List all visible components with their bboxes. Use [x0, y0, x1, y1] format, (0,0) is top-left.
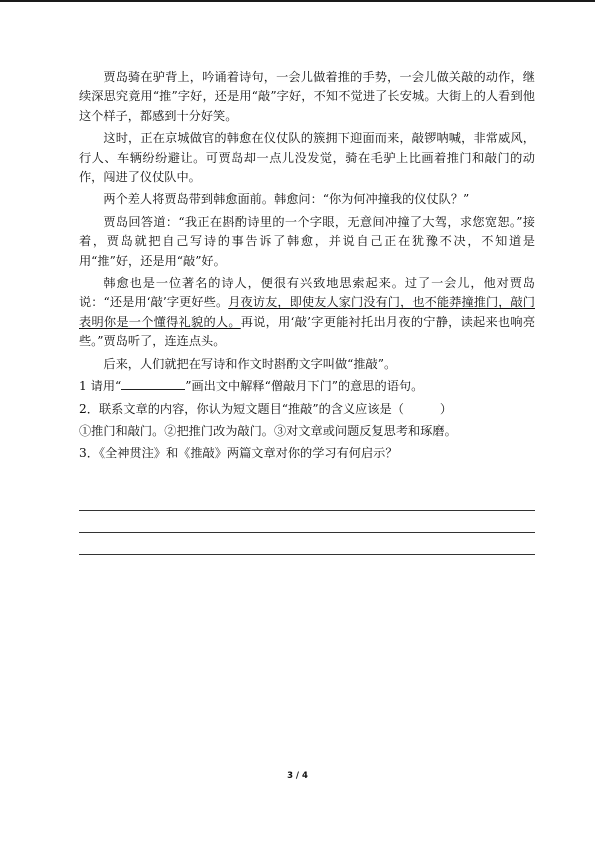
question-1-start: 1 请用“ [79, 379, 122, 394]
paragraph-3: 两个差人将贾岛带到韩愈面前。韩愈问：“你为何冲撞我的仪仗队？” [103, 192, 470, 207]
page-number: 3 / 4 [287, 771, 308, 781]
question-2-end: ） [439, 401, 453, 416]
question-3: 3．《全神贯注》和《推敲》两篇文章对你的学习有何启示？ [79, 446, 398, 461]
answer-line-3[interactable] [79, 554, 535, 555]
question-2-start: 2．联系文章的内容，你认为短文题目“推敲”的含义应该是（ [79, 401, 404, 416]
question-2 [79, 400, 535, 419]
page-top-rule [0, 0, 595, 2]
question-1-end: ”画出文中解释“僧敲月下门”的意思的语句。 [185, 379, 424, 394]
answer-line-2[interactable] [79, 532, 535, 533]
paragraph-2: 这时，正在京城做官的韩愈在仪仗队的簇拥下迎面而来，敲锣呐喊，非常威风，行人、车辆纷纷避让。可贾岛却一点儿没发觉，骑在毛驴上比画着推门和敲门的动作，闯进了仪仗队中。 [79, 131, 535, 185]
answer-line-1[interactable] [79, 510, 535, 511]
passage [79, 68, 535, 467]
paragraph-1: 贾岛骑在驴背上，吟诵着诗句，一会儿做着推的手势，一会儿做关敲的动作，继续深思究竟用“推”字好，还是用“敲”字好，不知不觉进了长安城。大街上的人看到他这个样子，都感到十分好笑。 [79, 70, 535, 123]
fill-blank[interactable] [121, 378, 185, 390]
paragraph-closing: 后来，人们就把在写诗和作文时斟酌文字叫做“推敲”。 [103, 356, 397, 371]
underlined-sentence: 月夜访友，即使友人家门没有门，也不能莽撞推门，敲门表明你是一个懂得礼貌的人。 [79, 295, 535, 329]
paragraph-5-start: 韩愈也是一位著名的诗人，便很有兴致地思索起来。过了一会儿，他对贾岛说：“还是用‘敲’字更好些。 [79, 276, 535, 310]
question-2-options: ①推门和敲门。②把推门改为敲门。③对文章或问题反复思考和琢磨。 [79, 423, 457, 438]
question-1 [79, 377, 535, 396]
paragraph-4: 贾岛回答道：“我正在斟酌诗里的一个字眼，无意间冲撞了大驾，求您宽恕。”接着，贾岛就把自己写诗的事告诉了韩愈，并说自己正在犹豫不决，不知道是用“推”好，还是用“敲”好。 [79, 214, 535, 268]
paragraph-5 [79, 274, 535, 352]
paragraph-5-end: 再说，用‘敲’字更能衬托出月夜的宁静，读起来也响亮些。”贾岛听了，连连点头。 [79, 314, 536, 349]
